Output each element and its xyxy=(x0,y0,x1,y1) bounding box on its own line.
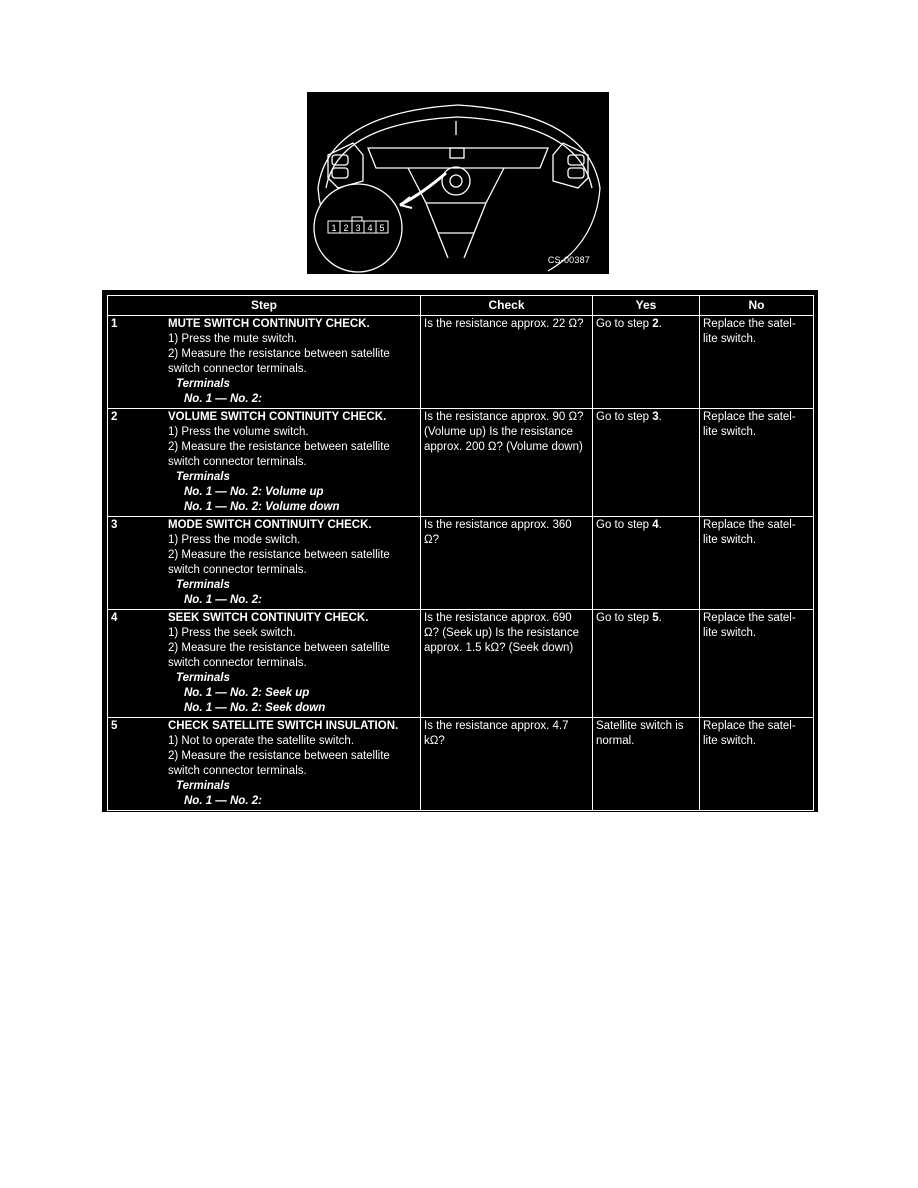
step-instruction: 2) Measure the resistance between satellite switch connector terminals. xyxy=(168,549,390,576)
connector-pin-2: 2 xyxy=(343,223,349,233)
table-row xyxy=(108,517,814,610)
no-cell: Replace the satel-lite switch. xyxy=(700,409,814,517)
yes-cell xyxy=(593,409,700,517)
step-number: 2 xyxy=(111,411,118,423)
step-cell xyxy=(108,517,421,610)
steering-wheel-figure xyxy=(307,92,609,274)
terminals-label: Terminals xyxy=(176,780,230,792)
yes-step-ref: 4 xyxy=(652,519,659,531)
step-title: MUTE SWITCH CONTINUITY CHECK. xyxy=(168,318,370,330)
steering-wheel-illustration xyxy=(308,93,608,273)
step-instruction: 1) Press the volume switch. xyxy=(168,426,309,438)
header-check: Check xyxy=(421,296,593,316)
terminals-line: No. 1 — No. 2: xyxy=(184,594,262,606)
step-instruction: 1) Press the mute switch. xyxy=(168,333,298,345)
no-cell: Replace the satel-lite switch. xyxy=(700,718,814,811)
yes-text: Satellite switch is normal. xyxy=(596,720,684,747)
check-cell: Is the resistance approx. 22 Ω? xyxy=(421,316,593,409)
terminals-line: No. 1 — No. 2: xyxy=(184,393,262,405)
yes-step-ref: 3 xyxy=(652,411,659,423)
step-number: 1 xyxy=(111,318,118,330)
yes-cell xyxy=(593,316,700,409)
step-number: 3 xyxy=(111,519,118,531)
yes-cell xyxy=(593,517,700,610)
header-step: Step xyxy=(108,296,421,316)
step-cell xyxy=(108,316,421,409)
yes-text: Go to step xyxy=(596,411,653,423)
check-cell: Is the resistance approx. 690 Ω? (Seek up) Is the resistance approx. 1.5 kΩ? (Seek down) xyxy=(421,610,593,718)
yes-cell xyxy=(593,610,700,718)
step-title: MODE SWITCH CONTINUITY CHECK. xyxy=(168,519,372,531)
yes-text: Go to step xyxy=(596,612,653,624)
terminals-line: No. 1 — No. 2: xyxy=(184,795,262,807)
terminals-label: Terminals xyxy=(176,378,230,390)
table-row xyxy=(108,610,814,718)
terminals-label: Terminals xyxy=(176,672,230,684)
header-yes: Yes xyxy=(593,296,700,316)
terminals-line: No. 1 — No. 2: Seek up xyxy=(184,687,310,699)
step-cell xyxy=(108,610,421,718)
terminals-line: No. 1 — No. 2: Seek down xyxy=(184,702,326,714)
yes-suffix: . xyxy=(658,612,662,624)
no-cell: Replace the satel-lite switch. xyxy=(700,610,814,718)
step-instruction: 2) Measure the resistance between satellite switch connector terminals. xyxy=(168,348,390,375)
step-instruction: 1) Not to operate the satellite switch. xyxy=(168,735,355,747)
table-row xyxy=(108,409,814,517)
table-row xyxy=(108,316,814,409)
yes-suffix: . xyxy=(658,519,662,531)
step-cell xyxy=(108,409,421,517)
yes-cell xyxy=(593,718,700,811)
table-row xyxy=(108,718,814,811)
diagnostic-table xyxy=(107,295,814,811)
yes-text: Go to step xyxy=(596,519,653,531)
step-title: CHECK SATELLITE SWITCH INSULATION. xyxy=(168,720,399,732)
step-instruction: 2) Measure the resistance between satellite switch connector terminals. xyxy=(168,642,390,669)
figure-label: CS-00387 xyxy=(547,255,590,265)
connector-pin-5: 5 xyxy=(379,223,385,233)
connector-pin-1: 1 xyxy=(331,223,337,233)
step-cell xyxy=(108,718,421,811)
yes-suffix: . xyxy=(658,318,662,330)
connector-pin-3: 3 xyxy=(355,223,361,233)
check-cell: Is the resistance approx. 4.7 kΩ? xyxy=(421,718,593,811)
step-number: 5 xyxy=(111,720,118,732)
yes-step-ref: 2 xyxy=(652,318,659,330)
no-cell: Replace the satel-lite switch. xyxy=(700,316,814,409)
terminals-line: No. 1 — No. 2: Volume up xyxy=(184,486,324,498)
step-instruction: 2) Measure the resistance between satellite switch connector terminals. xyxy=(168,441,390,468)
table-header-row xyxy=(108,296,814,316)
terminals-label: Terminals xyxy=(176,471,230,483)
connector-pin-4: 4 xyxy=(367,223,373,233)
step-title: SEEK SWITCH CONTINUITY CHECK. xyxy=(168,612,369,624)
diagnostic-table-container xyxy=(102,290,818,812)
step-number: 4 xyxy=(111,612,118,624)
step-instruction: 1) Press the mode switch. xyxy=(168,534,301,546)
header-no: No xyxy=(700,296,814,316)
yes-step-ref: 5 xyxy=(652,612,659,624)
step-instruction: 2) Measure the resistance between satellite switch connector terminals. xyxy=(168,750,390,777)
step-instruction: 1) Press the seek switch. xyxy=(168,627,296,639)
yes-suffix: . xyxy=(658,411,662,423)
terminals-line: No. 1 — No. 2: Volume down xyxy=(184,501,340,513)
no-cell: Replace the satel-lite switch. xyxy=(700,517,814,610)
check-cell: Is the resistance approx. 90 Ω? (Volume up) Is the resistance approx. 200 Ω? (Volume down) xyxy=(421,409,593,517)
check-cell: Is the resistance approx. 360 Ω? xyxy=(421,517,593,610)
yes-text: Go to step xyxy=(596,318,653,330)
step-title: VOLUME SWITCH CONTINUITY CHECK. xyxy=(168,411,387,423)
terminals-label: Terminals xyxy=(176,579,230,591)
